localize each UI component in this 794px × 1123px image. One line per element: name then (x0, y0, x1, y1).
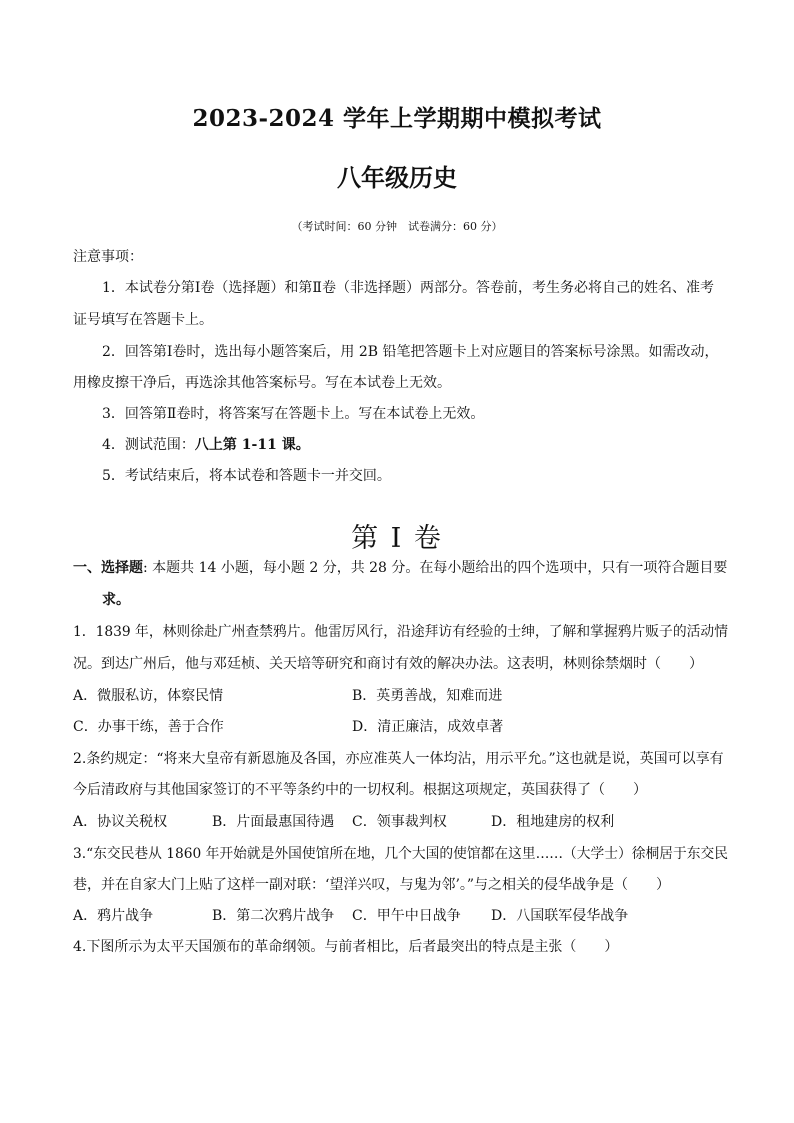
q2-stem-line-1: 2.条约规定：“将来大皇帝有新恩施及各国，亦应准英人一体均沾，用示平允。”这也就是说，英国可以享有 (73, 751, 724, 767)
notice-item-5: 5．考试结束后，将本试卷和答题卡一并交回。 (102, 468, 391, 484)
q4-stem-line-1: 4.下图所示为太平天国颁布的革命纲领。与前者相比，后者最突出的特点是主张（ ） (73, 939, 619, 955)
q1-option-a: A．微服私访，体察民情 (73, 688, 224, 704)
section1-heading-text: : 本题共 14 小题，每小题 2 分，共 28 分。在每小题给出的四个选项中，只有一项符合题目要 (143, 560, 728, 576)
notice-item-4-scope: 八上第 1-11 课。 (194, 437, 310, 453)
section1-heading-label: 一、选择题 (73, 560, 143, 576)
notice-item-1-line-2: 证号填写在答题卡上。 (73, 312, 213, 328)
q1-option-b: B．英勇善战，知难而进 (352, 688, 503, 704)
q2-option-a: A．协议关税权 (73, 814, 168, 830)
q2-option-c: C．领事裁判权 (352, 814, 447, 830)
q2-option-d: D．租地建房的权利 (491, 814, 615, 830)
q2-stem-line-2: 今后清政府与其他国家签订的不平等条约中的一切权利。根据这项规定，英国获得了（ ） (73, 782, 647, 798)
page-title: 2023-2024 学年上学期期中模拟考试 (192, 105, 602, 132)
q3-option-c: C．甲午中日战争 (352, 908, 461, 924)
q1-stem-line-2: 况。到达广州后，他与邓廷桢、关天培等研究和商讨有效的解决办法。这表明，林则徐禁烟时（ ） (73, 656, 703, 672)
q1-stem-line-1: 1．1839 年，林则徐赴广州查禁鸦片。他雷厉风行，沿途拜访有经验的士绅，了解和掌握鸦片贩子的活动情 (73, 624, 729, 640)
q3-stem-line-1: 3.“东交民巷从 1860 年开始就是外国使馆所在地，几个大国的使馆都在这里……（大学士）徐桐居于东交民 (73, 846, 729, 862)
section1-heading-line-2: 求。 (102, 592, 130, 608)
q3-option-a: A．鸦片战争 (73, 908, 154, 924)
q3-option-d: D．八国联军侵华战争 (491, 908, 629, 924)
q1-option-d: D．清正廉洁，成效卓著 (352, 719, 504, 735)
q3-option-b: B．第二次鸦片战争 (212, 908, 335, 924)
q1-option-c: C．办事干练，善于合作 (73, 719, 224, 735)
notice-item-3: 3．回答第Ⅱ卷时，将答案写在答题卡上。写在本试卷上无效。 (102, 406, 485, 422)
q3-stem-line-2: 巷，并在自家大门上贴了这样一副对联：‘望洋兴叹，与鬼为邻’。”与之相关的侵华战争是（ ） (73, 877, 671, 893)
section1-heading-line-1 (73, 558, 727, 578)
notice-item-1-line-1: 1．本试卷分第Ⅰ卷（选择题）和第Ⅱ卷（非选择题）两部分。答卷前，考生务必将自己的姓名、准考 (102, 280, 714, 296)
page-subtitle: 八年级历史 (337, 163, 457, 192)
notice-item-2-line-1: 2．回答第Ⅰ卷时，选出每小题答案后，用 2B 铅笔把答题卡上对应题目的答案标号涂黑。如需改动， (102, 344, 719, 360)
notice-item-4 (102, 435, 310, 455)
notice-item-2-line-2: 用橡皮擦干净后，再选涂其他答案标号。写在本试卷上无效。 (73, 375, 451, 391)
q2-option-b: B．片面最惠国待遇 (212, 814, 335, 830)
exam-meta: （考试时间：60 分钟 试卷满分：60 分） (291, 220, 503, 233)
section-title: 第 I 卷 (351, 523, 443, 554)
notice-heading: 注意事项： (73, 249, 143, 265)
notice-item-4-prefix: 4．测试范围： (102, 437, 195, 453)
